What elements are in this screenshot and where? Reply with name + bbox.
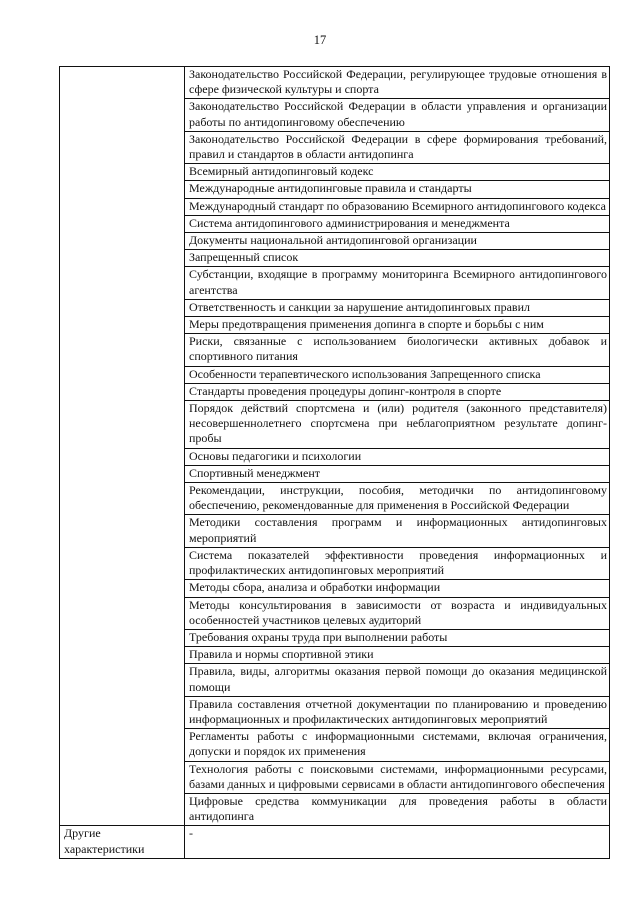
knowledge-item: Цифровые средства коммуникации для проведения работы в области антидопинга [185, 793, 610, 825]
knowledge-item: Технология работы с поисковыми системами, информационными ресурсами, базами данных и цифровыми сервисами в области антидопингового обеспечения [185, 761, 610, 793]
knowledge-item: Регламенты работы с информационными системами, включая ограничения, допуски и порядок их применения [185, 729, 610, 761]
other-characteristics-row [60, 826, 610, 858]
knowledge-item: Система антидопингового администрирования и менеджмента [185, 215, 610, 232]
knowledge-item: Международный стандарт по образованию Всемирного антидопингового кодекса [185, 198, 610, 215]
knowledge-item: Запрещенный список [185, 250, 610, 267]
knowledge-item: Законодательство Российской Федерации в сфере формирования требований, правил и стандартов в области антидопинга [185, 131, 610, 163]
knowledge-item: Методы сбора, анализа и обработки информации [185, 580, 610, 597]
knowledge-item: Законодательство Российской Федерации, регулирующее трудовые отношения в сфере физической культуры и спорта [185, 67, 610, 99]
table-row [60, 67, 610, 99]
empty-label-cell [60, 67, 185, 826]
knowledge-item: Требования охраны труда при выполнении работы [185, 629, 610, 646]
knowledge-item: Правила и нормы спортивной этики [185, 647, 610, 664]
other-characteristics-label: Другие характеристики [60, 826, 185, 858]
knowledge-item: Правила, виды, алгоритмы оказания первой помощи до оказания медицинской помощи [185, 664, 610, 696]
knowledge-item: Всемирный антидопинговый кодекс [185, 164, 610, 181]
knowledge-item: Методы консультирования в зависимости от возраста и индивидуальных особенностей участников целевых аудиторий [185, 597, 610, 629]
knowledge-item: Международные антидопинговые правила и стандарты [185, 181, 610, 198]
knowledge-item: Законодательство Российской Федерации в области управления и организации работы по антидопинговому обеспечению [185, 99, 610, 131]
knowledge-item: Спортивный менеджмент [185, 465, 610, 482]
knowledge-item: Основы педагогики и психологии [185, 448, 610, 465]
knowledge-item: Субстанции, входящие в программу мониторинга Всемирного антидопингового агентства [185, 267, 610, 299]
knowledge-item: Документы национальной антидопинговой организации [185, 233, 610, 250]
other-characteristics-value: - [185, 826, 610, 858]
knowledge-item: Методики составления программ и информационных антидопинговых мероприятий [185, 515, 610, 547]
knowledge-item: Правила составления отчетной документации по планированию и проведению информационных и профилактических антидопинговых мероприятий [185, 696, 610, 728]
requirements-table [59, 66, 610, 859]
knowledge-item: Ответственность и санкции за нарушение антидопинговых правил [185, 299, 610, 316]
knowledge-item: Меры предотвращения применения допинга в спорте и борьбы с ним [185, 317, 610, 334]
page-number: 17 [313, 33, 327, 47]
knowledge-item: Риски, связанные с использованием биологически активных добавок и спортивного питания [185, 334, 610, 366]
knowledge-item: Особенности терапевтического использования Запрещенного списка [185, 366, 610, 383]
knowledge-item: Рекомендации, инструкции, пособия, методички по антидопинговому обеспечению, рекомендованные для применения в Российской Федерации [185, 483, 610, 515]
knowledge-item: Порядок действий спортсмена и (или) родителя (законного представителя) несовершеннолетнего спортсмена при неблагоприятном результате допинг-пробы [185, 401, 610, 449]
knowledge-item: Стандарты проведения процедуры допинг-контроля в спорте [185, 383, 610, 400]
knowledge-item: Система показателей эффективности проведения информационных и профилактических антидопинговых мероприятий [185, 547, 610, 579]
requirements-table-body [60, 67, 610, 859]
